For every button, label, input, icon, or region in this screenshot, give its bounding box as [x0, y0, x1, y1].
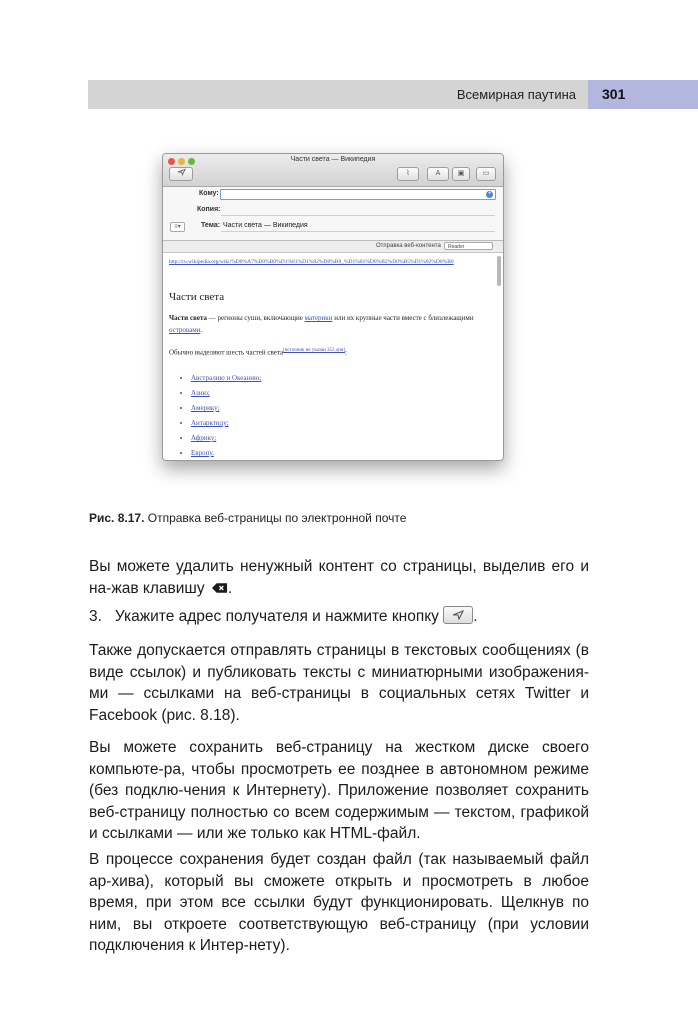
paragraph-sharing: Также допускается отправлять страницы в текстовых сообщениях (в виде ссылок) и публиковать тексты с миниатюрными изображения-ми — ссылками на веб-страницы в социальных сетях Twitter и Facebook (рис. 8.18).	[89, 642, 589, 724]
article-text: .	[200, 326, 203, 334]
send-as-value: Reader	[448, 244, 465, 250]
figure-number: Рис. 8.17.	[89, 511, 145, 525]
font-icon: A	[435, 170, 441, 177]
step-3	[89, 606, 589, 628]
cc-input[interactable]	[221, 215, 495, 216]
send-icon	[177, 168, 186, 176]
article-text: Обычно выделяют шесть частей света	[169, 348, 284, 357]
list-item[interactable]	[191, 386, 261, 401]
list-item[interactable]	[191, 416, 261, 431]
header-options-icon[interactable]: ≡▾	[170, 222, 185, 232]
page-number: 301	[602, 86, 626, 102]
article-url-link[interactable]: http://ru.wikipedia.org/wiki/%D0%A7%D0%B0%D1%81%D1%82%D0%B8_%D1%81%D0%B2%D0%B5%D1%82%D0%B0	[169, 259, 454, 265]
paragraph-saving: Вы можете сохранить веб-страницу на жестком диске своего компьюте-ра, чтобы просмотреть ее позднее в автономном режиме (без подклю-чения к Интернету). Приложение позволяет сохранить веб-страницу полностью со всем содержимым — текстом, графикой и ссылками — или же только как HTML-файл.	[89, 739, 589, 842]
paragraph-delete-content	[89, 556, 589, 599]
running-header	[88, 80, 588, 109]
to-input[interactable]	[220, 189, 496, 200]
running-header-title: Всемирная паутина	[456, 87, 576, 102]
list-item[interactable]	[191, 371, 261, 386]
send-icon	[452, 610, 464, 620]
delete-key-icon	[211, 582, 228, 594]
mail-titlebar	[163, 154, 503, 187]
subject-input[interactable]: Части света — Википедия	[223, 222, 308, 229]
list-item[interactable]	[191, 401, 261, 416]
article-paragraph-1	[169, 312, 489, 336]
page-number-box	[588, 80, 698, 109]
list-item[interactable]	[191, 431, 261, 446]
list-link[interactable]: Австралию и Океанию;	[191, 374, 262, 382]
subject-label: Тема:	[201, 222, 221, 229]
paperclip-icon: ⌇	[406, 170, 410, 177]
paragraph-archive: В процессе сохранения будет создан файл (так называемый файл ар-хива), который вы сможете открыть и просмотреть в любое время, при этом все ссылки будут функционировать. Щелкнув по ним, вы откроете соответствующую веб-страницу (при условии подключения к Интер-нету).	[89, 851, 589, 954]
article-paragraph-2	[169, 348, 489, 356]
list-link[interactable]: Америку;	[191, 404, 220, 412]
list-link[interactable]: Азию;	[191, 389, 210, 397]
send-as-select[interactable]	[444, 242, 493, 250]
citation-needed-link[interactable]: [источник не указан 353 дня]	[283, 348, 345, 353]
format-button[interactable]	[427, 167, 449, 181]
article-text: или их крупные части вместе с близлежащими	[332, 314, 474, 322]
message-scrollbar[interactable]	[497, 256, 501, 286]
list-link[interactable]: Европу.	[191, 449, 214, 457]
to-label: Кому:	[199, 190, 219, 197]
paragraph-text: Вы можете удалить ненужный контент со страницы, выделив его и на-жав клавишу	[89, 558, 589, 597]
attach-button[interactable]	[397, 167, 419, 181]
cc-label: Копия:	[197, 206, 221, 213]
add-contact-icon[interactable]: +	[487, 191, 492, 197]
article-text: — регионы суши, включающие	[206, 314, 305, 322]
article-title: Части света	[169, 291, 225, 303]
send-button-inline	[443, 606, 473, 624]
photo-icon: ▣	[457, 170, 465, 177]
photo-browser-button[interactable]	[452, 167, 470, 181]
link-ostrovami[interactable]: островами	[169, 326, 201, 334]
figure-caption-text: Отправка веб-страницы по электронной почте	[144, 511, 407, 525]
paragraph-text: .	[227, 579, 233, 597]
message-body[interactable]	[163, 252, 503, 460]
subject-underline	[221, 231, 495, 232]
link-materiki[interactable]: материки	[304, 314, 333, 322]
list-link[interactable]: Антарктиду;	[191, 419, 229, 427]
list-link[interactable]: Африку;	[191, 434, 217, 442]
list-item[interactable]	[191, 446, 261, 461]
step-text: .	[473, 608, 478, 625]
article-term: Части света	[169, 314, 207, 322]
mail-window-title: Части света — Википедия	[290, 156, 376, 163]
send-as-label: Отправка веб-контента	[376, 243, 441, 249]
send-button[interactable]	[169, 167, 193, 181]
stationery-icon: ▭	[482, 170, 490, 177]
article-text: :	[344, 348, 347, 357]
mail-header-fields	[163, 187, 503, 241]
parts-of-world-list	[181, 371, 261, 461]
mail-window-screenshot	[162, 153, 504, 461]
step-text: 3. Укажите адрес получателя и нажмите кнопку	[89, 608, 439, 625]
figure-caption	[89, 511, 406, 525]
stationery-button[interactable]	[476, 167, 496, 181]
